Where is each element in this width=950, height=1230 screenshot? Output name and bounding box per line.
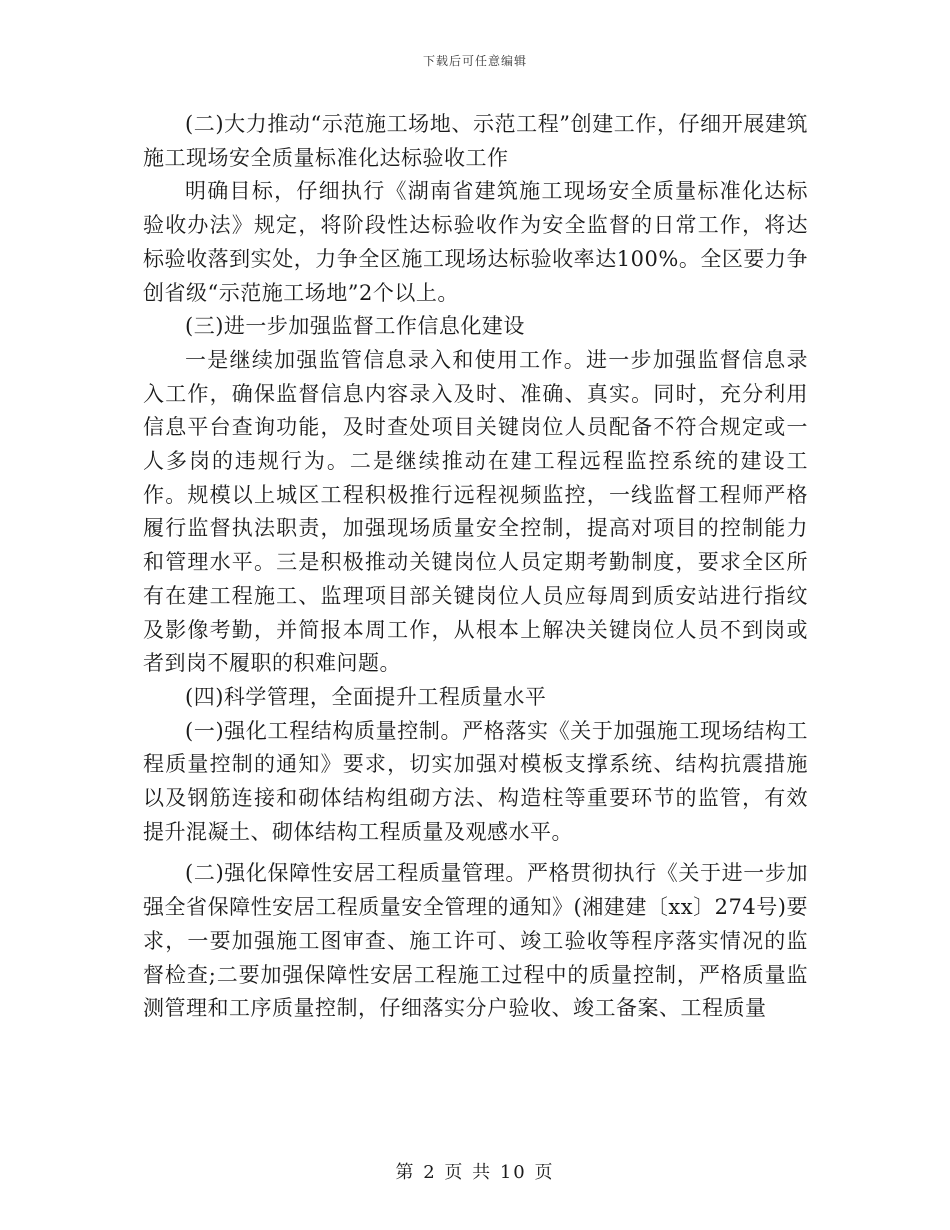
paragraph-housing-quality: (二)强化保障性安居工程质量管理。严格贯彻执行《关于进一步加强全省保障性安居工程质量安全管理的通知》(湘建建〔xx〕274号)要求，一要加强施工图审查、施工许可、竣工验收等程序落实情况的监督检查;二要加强保障性安居工程施工过程中的质量控制，严格质量监测管理和工序质量控制，仔细落实分户验收、竣工备案、工程质量 xyxy=(143,861,808,1021)
section-heading-informatization: (三)进一步加强监督工作信息化建设 xyxy=(185,314,525,339)
paragraph-informatization: 一是继续加强监管信息录入和使用工作。进一步加强监督信息录入工作，确保监督信息内容录入及时、准确、真实。同时，充分利用信息平台查询功能，及时查处项目关键岗位人员配备不符合规定或一人多岗的违规行为。二是继续推动在建工程远程监控系统的建设工作。规模以上城区工程积极推行远程视频监控，一线监督工程师严格履行监督执法职责，加强现场质量安全控制，提高对项目的控制能力和管理水平。三是积极推动关键岗位人员定期考勤制度，要求全区所有在建工程施工、监理项目部关键岗位人员应每周到质安站进行指纹及影像考勤，并简报本周工作，从根本上解决关键岗位人员不到岗或者到岗不履职的积难问题。 xyxy=(143,347,808,676)
document-body xyxy=(143,108,808,1026)
section-heading-demonstration: (二)大力推动“示范施工场地、示范工程”创建工作，仔细开展建筑施工现场安全质量标准化达标验收工作 xyxy=(143,112,808,170)
page-header-note: 下载后可任意编辑 xyxy=(422,54,527,68)
page-number: 第 2 页 共 10 页 xyxy=(395,1162,555,1183)
paragraph-goal: 明确目标，仔细执行《湖南省建筑施工现场安全质量标准化达标验收办法》规定，将阶段性达标验收作为安全监督的日常工作，将达标验收落到实处，力争全区施工现场达标验收率达100%。全区要力争创省级“示范施工场地”2个以上。 xyxy=(143,179,808,305)
section-heading-quality: (四)科学管理，全面提升工程质量水平 xyxy=(185,684,547,709)
paragraph-structure-quality: (一)强化工程结构质量控制。严格落实《关于加强施工现场结构工程质量控制的通知》要求，切实加强对模板支撑系统、结构抗震措施以及钢筋连接和砌体结构组砌方法、构造柱等重要环节的监管，有效提升混凝土、砌体结构工程质量及观感水平。 xyxy=(143,718,808,844)
